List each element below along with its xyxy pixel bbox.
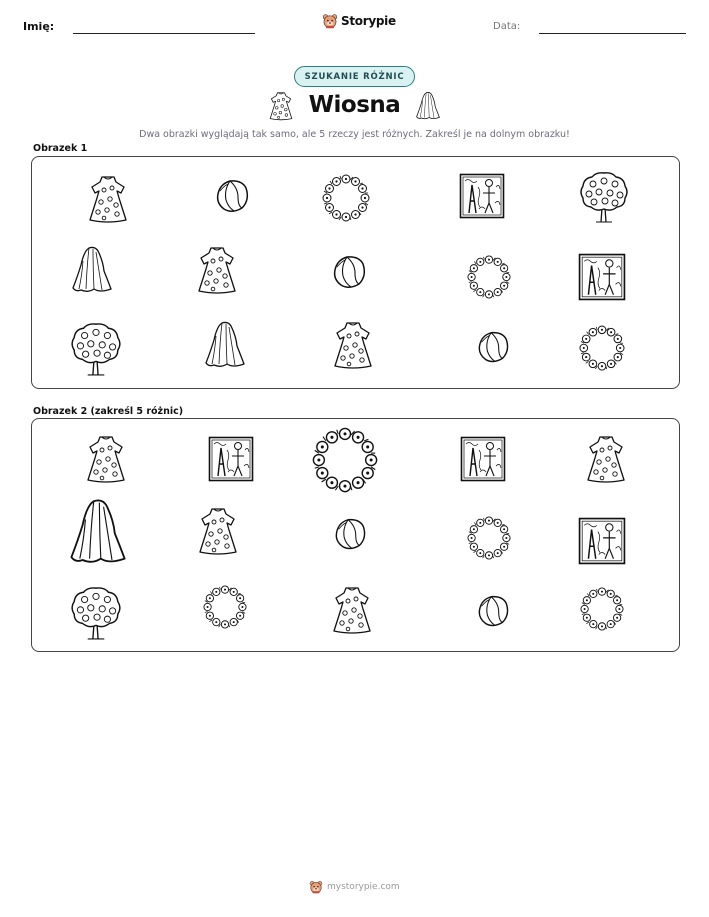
category-badge: SZUKANIE RÓŻNIC [294,66,415,87]
tulip-icon[interactable] [474,591,512,631]
illuminated-letter-icon [459,173,505,219]
dress-icon [331,320,375,370]
bear-logo-icon [322,13,338,29]
wreath-icon[interactable] [312,427,378,493]
footer-site: mystorypie.com [327,882,400,892]
tulip-icon [212,176,252,216]
wreath-icon[interactable] [203,585,247,629]
instructions: Dwa obrazki wyglądają tak samo, ale 5 rzeczy jest różnych. Zakreśl je na dolnym obrazku! [139,129,570,140]
wreath-icon [322,174,370,222]
veil-icon [202,320,248,370]
veil-icon[interactable] [63,497,133,567]
dress-icon[interactable] [329,585,375,635]
brand-name: Storypie [341,14,396,28]
dress-icon[interactable] [84,434,128,484]
dress-icon [196,245,238,295]
tree-icon [70,321,122,377]
wreath-icon [579,325,625,371]
veil-icon [72,245,112,295]
illuminated-letter-icon[interactable] [208,436,254,482]
date-line[interactable] [539,33,686,34]
brand [322,13,396,29]
illuminated-letter-icon [578,253,626,301]
tree-icon[interactable] [70,585,122,641]
name-label: Imię: [23,20,55,33]
tulip-icon[interactable] [331,515,369,553]
wreath-icon [467,255,511,299]
bear-logo-icon [309,880,323,894]
date-label: Data: [493,21,521,32]
tree-icon [578,170,630,224]
wreath-icon[interactable] [467,516,511,560]
footer [309,880,400,894]
illuminated-letter-icon[interactable] [578,517,626,565]
tulip-icon [474,327,512,367]
dress-icon [83,174,133,224]
dress-icon[interactable] [196,506,240,556]
dress-icon[interactable] [583,434,629,484]
page-title: Wiosna [308,92,401,118]
tulip-icon [329,252,369,292]
picture1-label: Obrazek 1 [33,143,88,154]
wreath-icon[interactable] [580,587,624,631]
name-line[interactable] [73,33,255,34]
illuminated-letter-icon[interactable] [460,436,506,482]
picture2-label: Obrazek 2 (zakreśl 5 różnic) [33,406,184,417]
veil-icon [415,91,441,121]
